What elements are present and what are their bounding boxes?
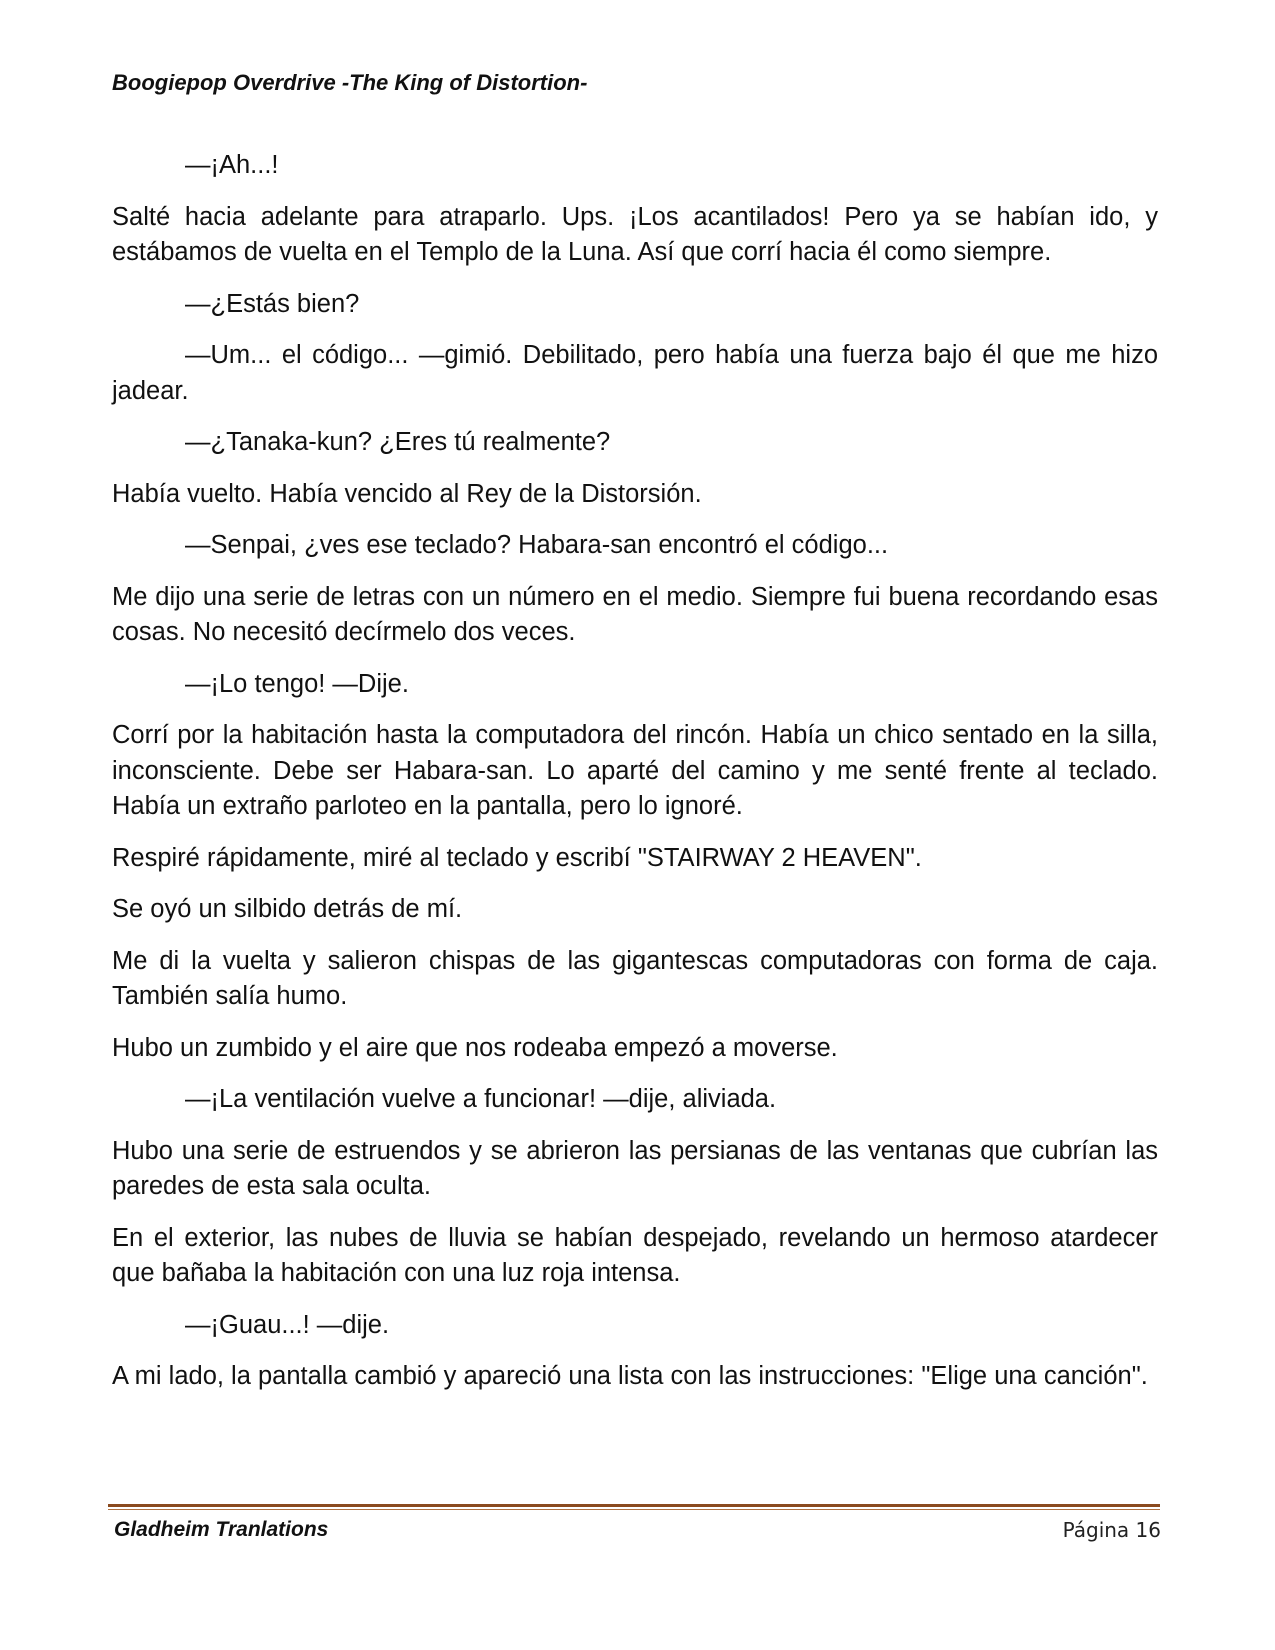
paragraph-6: Había vuelto. Había vencido al Rey de la Distorsión. (112, 479, 702, 508)
paragraph-12: Se oyó un silbido detrás de mí. (112, 895, 463, 923)
footer-credit: Gladheim Tranlations (114, 1518, 329, 1541)
paragraph-8: Me dijo una serie de letras con un número en el medio. Siempre fui buena recordando esas cosas. No necesitó decírmelo dos veces. (112, 582, 1158, 646)
footer-divider (108, 1504, 1160, 1507)
paragraph-9: —¡Lo tengo! —Dije. (185, 669, 409, 698)
paragraph-13: Me di la vuelta y salieron chispas de las gigantescas computadoras con forma de caja. También salía humo. (112, 946, 1158, 1010)
paragraph-15: —¡La ventilación vuelve a funcionar! —dije, aliviada. (185, 1085, 777, 1113)
paragraph-17: En el exterior, las nubes de lluvia se habían despejado, revelando un hermoso atardecer que bañaba la habitación con una luz roja intensa. (112, 1223, 1158, 1287)
paragraph-14: Hubo un zumbido y el aire que nos rodeaba empezó a moverse. (112, 1033, 838, 1062)
paragraph-11: Respiré rápidamente, miré al teclado y escribí "STAIRWAY 2 HEAVEN". (112, 843, 922, 872)
paragraph-1: —¡Ah...! (185, 151, 279, 179)
running-header: Boogiepop Overdrive -The King of Distortion- (112, 70, 588, 95)
footer-divider-thin (108, 1509, 1160, 1510)
page-body (112, 148, 1158, 1411)
paragraph-3: —¿Estás bien? (185, 289, 360, 318)
paragraph-2: Salté hacia adelante para atraparlo. Ups. ¡Los acantilados! Pero ya se habían ido, y estábamos de vuelta en el Templo de la Luna. Así que corrí hacia él como siempre. (112, 202, 1158, 266)
paragraph-5: —¿Tanaka-kun? ¿Eres tú realmente? (185, 428, 611, 456)
paragraph-10: Corrí por la habitación hasta la computadora del rincón. Había un chico sentado en la silla, inconsciente. Debe ser Habara-san. Lo aparté del camino y me senté frente al teclado. Había un extraño parloteo en la pantalla, pero lo ignoré. (112, 721, 1158, 820)
page-label: Página (1062, 1518, 1130, 1542)
page-number (1063, 1518, 1161, 1542)
paragraph-16: Hubo una serie de estruendos y se abrieron las persianas de las ventanas que cubrían las paredes de esta sala oculta. (112, 1136, 1158, 1200)
paragraph-7: —Senpai, ¿ves ese teclado? Habara-san encontró el código... (185, 531, 889, 559)
paragraph-19: A mi lado, la pantalla cambió y apareció una lista con las instrucciones: "Elige una canción". (112, 1362, 1148, 1390)
paragraph-18: —¡Guau...! —dije. (185, 1310, 390, 1339)
paragraph-4: —Um... el código... —gimió. Debilitado, pero había una fuerza bajo él que me hizo jadear. (112, 341, 1158, 405)
page-number-value: 16 (1135, 1518, 1161, 1542)
